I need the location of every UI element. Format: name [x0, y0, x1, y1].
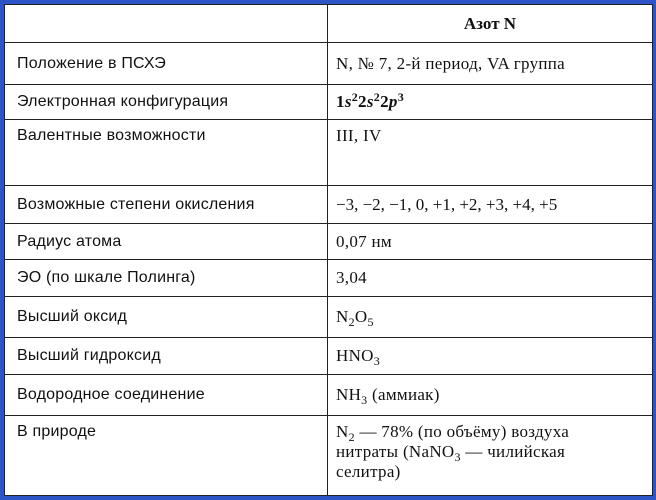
value-electronegativity: 3,04 — [328, 259, 653, 296]
property-electronegativity: ЭО (по шкале Полинга) — [5, 259, 328, 296]
table-row — [5, 337, 653, 374]
property-atomic-radius: Радиус атома — [5, 224, 328, 259]
table-row — [5, 297, 653, 338]
property-valence: Валентные возможности — [5, 120, 328, 186]
value-higher-oxide: $N_2O_5$ — [328, 297, 653, 338]
value-higher-hydroxide: $HNO_3$ — [328, 337, 653, 374]
property-higher-hydroxide: Высший гидроксид — [5, 337, 328, 374]
property-higher-oxide: Высший оксид — [5, 297, 328, 338]
property-electron-config: Электронная конфигурация — [5, 85, 328, 120]
table-row — [5, 85, 653, 120]
property-in-nature: В природе — [5, 415, 328, 495]
table-row — [5, 120, 653, 186]
property-position: Положение в ПСХЭ — [5, 43, 328, 85]
property-hydrogen-compound: Водородное соединение — [5, 375, 328, 416]
table-row — [5, 43, 653, 85]
value-hydrogen-compound: $NH_3$ (аммиак) — [328, 375, 653, 416]
nature-line-1: $N_2$ — 78% (по объёму) воздуха — [336, 421, 570, 444]
table-header-row — [5, 5, 653, 43]
nature-line-3: селитра) — [336, 461, 401, 481]
value-atomic-radius: 0,07 нм — [328, 224, 653, 259]
value-electron-config: $1s^22s^22p^3$ — [328, 85, 653, 120]
value-in-nature — [328, 415, 653, 495]
header-element-title: Азот N — [328, 5, 653, 43]
header-empty-cell — [5, 5, 328, 43]
table-row — [5, 224, 653, 259]
value-oxidation-states: −3, −2, −1, 0, +1, +2, +3, +4, +5 — [328, 185, 653, 223]
value-valence: III, IV — [328, 120, 653, 186]
table-row — [5, 375, 653, 416]
nitrogen-properties-table — [4, 4, 653, 496]
nature-line-2: нитраты (NaNO$_3$ — чилийская — [336, 441, 566, 464]
table-row — [5, 259, 653, 296]
property-oxidation-states: Возможные степени окисления — [5, 185, 328, 223]
table-row — [5, 185, 653, 223]
value-position: N, № 7, 2-й период, VA группа — [328, 43, 653, 85]
table-row — [5, 415, 653, 495]
